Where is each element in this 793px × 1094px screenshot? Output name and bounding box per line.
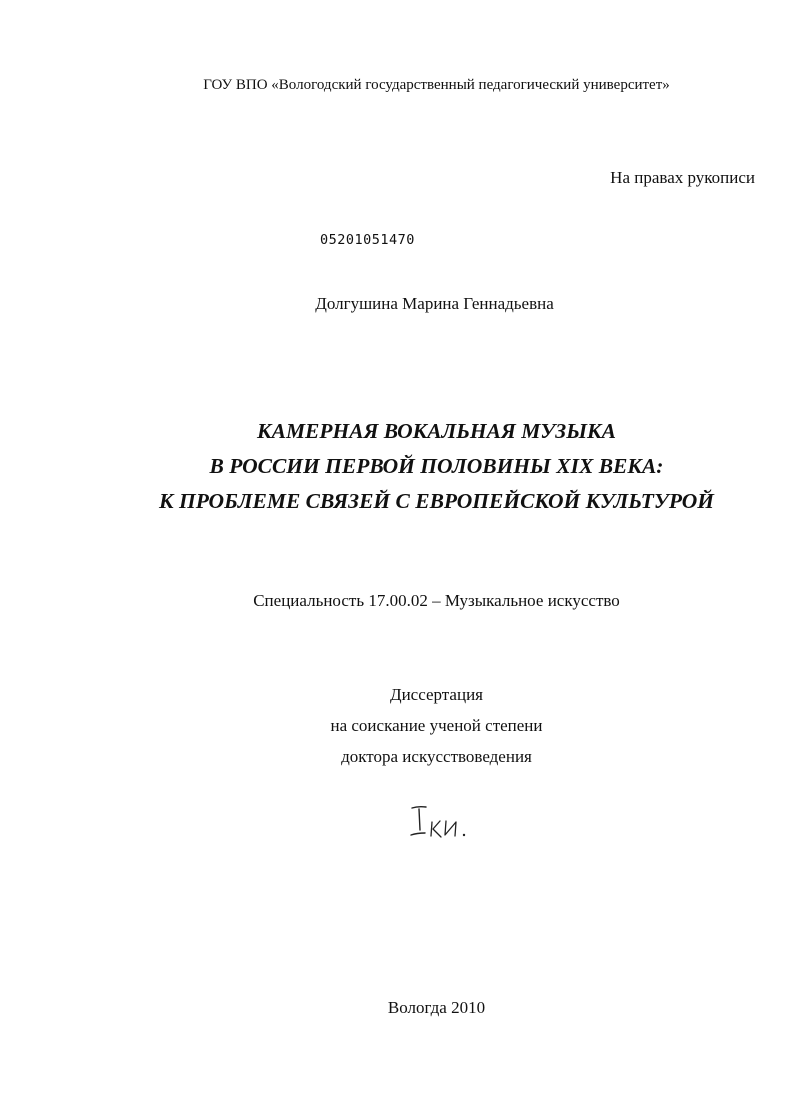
place-and-year: Вологда 2010 [387, 998, 486, 1017]
institution-name: ГОУ ВПО «Вологодский государственный педагогический университет» [203, 77, 670, 93]
catalog-number: 05201051470 [320, 232, 415, 248]
author-name: Долгушина Марина Геннадьевна [315, 294, 554, 313]
degree-line-1: Диссертация [389, 685, 483, 704]
title-line-1: КАМЕРНАЯ ВОКАЛЬНАЯ МУЗЫКА [257, 419, 616, 443]
title-line-3: К ПРОБЛЕМЕ СВЯЗЕЙ С ЕВРОПЕЙСКОЙ КУЛЬТУРОЙ [159, 489, 714, 513]
title-line-2: В РОССИИ ПЕРВОЙ ПОЛОВИНЫ XIX ВЕКА: [209, 454, 664, 478]
degree-line-3: доктора искусствоведения [341, 747, 532, 766]
degree-line-2: на соискание ученой степени [330, 716, 543, 735]
handwritten-note-drawing [398, 800, 488, 850]
handwritten-copy-note [398, 800, 488, 850]
manuscript-rights-label: На правах рукописи [610, 168, 755, 187]
handwritten-note-text: I экз. [398, 800, 401, 801]
speciality-line: Специальность 17.00.02 – Музыкальное искусство [253, 591, 620, 610]
